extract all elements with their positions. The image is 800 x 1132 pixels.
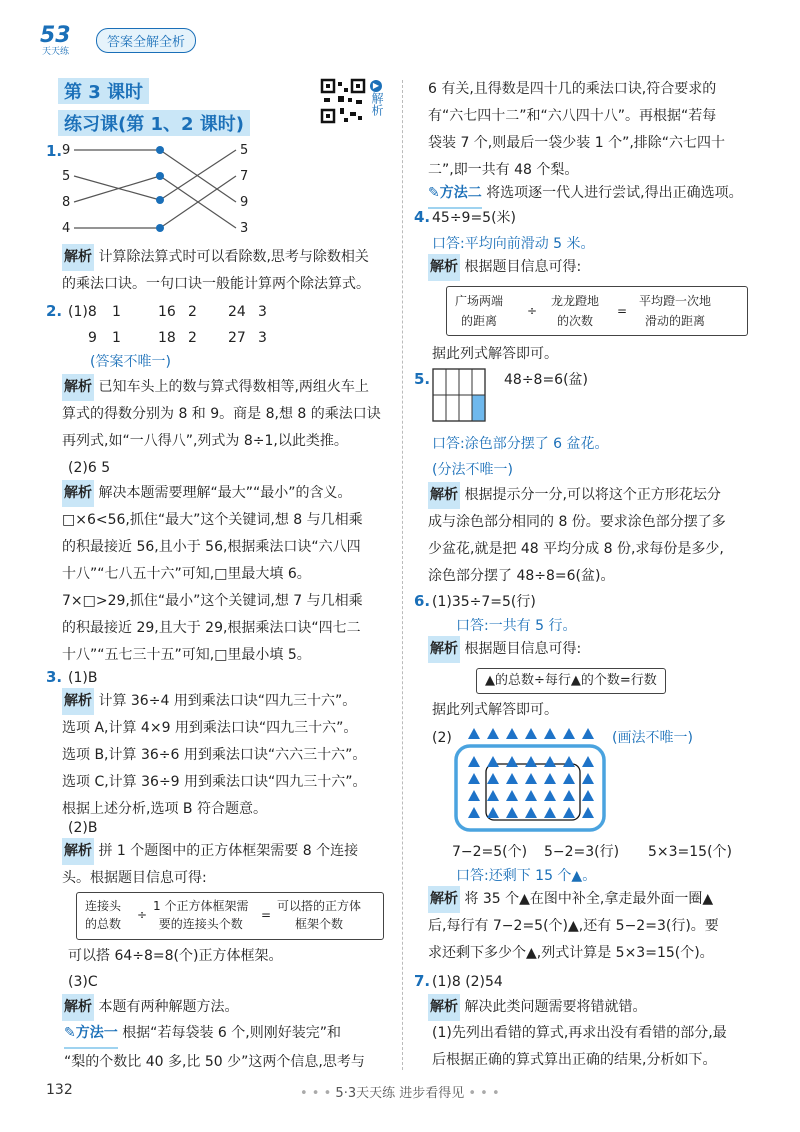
triangle-mark: [506, 773, 518, 784]
triangle-mark: [544, 728, 556, 739]
q6-answer2: 口答:还剩下 15 个▲。: [456, 868, 597, 884]
analysis-label: 解析: [62, 994, 94, 1021]
triangle-mark: [544, 807, 556, 818]
q3-part1: (1)B: [68, 670, 98, 686]
q6-formula-box: ▲的总数÷每行▲的个数=行数: [476, 668, 666, 694]
q6-drawing-note: (画法不唯一): [612, 730, 693, 746]
triangle-mark: [525, 807, 537, 818]
q2-number: 2.: [46, 302, 63, 320]
triangle-mark: [582, 756, 594, 767]
analysis-label: 解析: [62, 374, 94, 401]
triangle-mark: [506, 807, 518, 818]
q4-formula-box: 广场两端 的距离 ÷ 龙龙蹬地 的次数 = 平均蹬一次地 滑动的距离: [446, 286, 748, 336]
analysis-label: 解析: [428, 636, 460, 663]
pencil-icon: ✎: [64, 1025, 76, 1041]
analysis-label: 解析: [62, 688, 94, 715]
triangle-mark: [525, 773, 537, 784]
triangle-mark: [487, 807, 499, 818]
triangle-mark: [506, 790, 518, 801]
triangle-mark: [563, 728, 575, 739]
pencil-icon: ✎: [428, 185, 440, 201]
triangle-mark: [468, 756, 480, 767]
q1-right-num: 3: [240, 221, 249, 236]
triangle-mark: [487, 790, 499, 801]
play-icon: ▶: [370, 80, 382, 92]
q1-right-num: 5: [240, 143, 249, 158]
q3-analysis2: 解析 拼 1 个题图中的正方体框架需要 8 个连接 头。根据题目信息可得:: [62, 838, 402, 892]
triangle-mark: [582, 728, 594, 739]
footer-slogan: • • • 5·3天天练 进步看得见 • • •: [300, 1086, 500, 1101]
triangle-mark: [544, 790, 556, 801]
q6-analysis2: 解析 将 35 个▲在图中补全,拿走最外面一圈▲ 后,每行有 7−2=5(个)▲,还有 5−2=3(行)。要 求还剩下多少个▲,列式计算是 5×3=15(个)。: [428, 886, 778, 967]
q1-right-num: 9: [240, 195, 249, 210]
svg-text:53: 53: [40, 23, 71, 48]
lesson-title: 第 3 课时: [58, 78, 149, 104]
triangle-mark: [544, 756, 556, 767]
q6-equation: (1)35÷7=5(行): [432, 594, 536, 610]
q6-number: 6.: [414, 592, 431, 610]
q5-flowerbed-grid: [432, 368, 488, 424]
triangle-mark: [506, 728, 518, 739]
analysis-label: 解析: [62, 480, 94, 507]
analysis-label: 解析: [62, 838, 94, 865]
q7-detail: (1)先列出看错的算式,再求出没有看错的部分,最 后根据正确的算式算出正确的结果,分析如下。: [432, 1025, 727, 1068]
q6-analysis: 解析 根据题目信息可得:: [428, 636, 581, 663]
q3-result2: 可以搭 64÷8=8(个)正方体框架。: [68, 948, 283, 964]
analysis-label: 解析: [428, 994, 460, 1021]
triangle-mark: [468, 790, 480, 801]
q5-number: 5.: [414, 370, 431, 388]
q6-eqs: 7−2=5(个) 5−2=3(行) 5×3=15(个): [452, 844, 733, 860]
triangle-mark: [563, 756, 575, 767]
qr-code[interactable]: [320, 78, 366, 124]
analysis-label: 解析: [62, 244, 94, 271]
q1-left-num: 5: [62, 169, 71, 184]
page-number: 132: [46, 1082, 73, 1098]
triangle-mark: [544, 773, 556, 784]
brand-logo: [36, 18, 92, 58]
triangle-mark: [487, 773, 499, 784]
q1-analysis: 解析 计算除法算式时可以看除数,思考与除数相关 的乘法口诀。一句口诀一般能计算两个除法算式。: [62, 244, 392, 298]
q4-analysis: 解析 根据题目信息可得:: [428, 254, 581, 281]
q2-analysis2: 解析 解决本题需要理解“最大”“最小”的含义。 □×6<56,抓住“最大”这个关键词,想 8 与几相乘 的积最接近 56,且小于 56,根据乘法口诀“六八四 十八”“七八五十六”可知,□里最大填 6。 7×□>29,抓住“最小”这个关键词,想 7 与几相乘 的积最接近 29,且大于 29,根据乘法口诀“四七二 十八”“五七三十五”可知,□里最小填 5。: [62, 480, 402, 669]
q4-after: 据此列式解答即可。: [432, 346, 558, 362]
method-two-label: ✎方法二: [428, 180, 482, 209]
q5-note: (分法不唯一): [432, 462, 513, 478]
lesson-title-block: [58, 78, 149, 104]
analysis-label: 解析: [428, 886, 460, 913]
triangle-mark: [582, 773, 594, 784]
triangle-mark: [582, 807, 594, 818]
q2-row1: (1)8 1 16 2 24 3: [68, 304, 267, 320]
q3-part3: (3)C: [68, 974, 98, 990]
q7-answer: (1)8 (2)54: [432, 974, 503, 990]
header-tag: 答案全解全析: [96, 28, 196, 53]
q1-number: 1.: [46, 142, 63, 160]
q1-left-num: 8: [62, 195, 71, 210]
column-divider: [402, 80, 403, 1070]
analysis-label: 解析: [428, 482, 460, 509]
q1-matching-diagram: [60, 138, 280, 238]
q6-triangle-drawing: [452, 726, 612, 834]
triangle-mark: [468, 773, 480, 784]
q4-answer: 口答:平均向前滑动 5 米。: [432, 236, 595, 252]
method2: ✎方法二 将选项逐一代人进行尝试,得出正确选项。: [428, 180, 778, 209]
q6-answer: 口答:一共有 5 行。: [456, 618, 577, 634]
triangle-mark: [525, 728, 537, 739]
svg-text:天天练: 天天练: [42, 47, 70, 57]
q1-left-num: 4: [62, 221, 71, 236]
triangle-mark: [468, 728, 480, 739]
q7-analysis: 解析 解决此类问题需要将错就错。: [428, 994, 646, 1021]
triangle-mark: [487, 756, 499, 767]
q5-answer: 口答:涂色部分摆了 6 盆花。: [432, 436, 609, 452]
triangle-mark: [525, 756, 537, 767]
q2-note: (答案不唯一): [90, 354, 171, 370]
q3-formula-box: 连接头 的总数 ÷ 1 个正方体框架需 要的连接头个数 = 可以搭的正方体 框架个数: [76, 892, 384, 940]
triangle-mark: [582, 790, 594, 801]
q1-left-num: 9: [62, 143, 71, 158]
method1-continued: 6 有关,且得数是四十几的乘法口诀,符合要求的 有“六七四十二”和“六八四十八”。再根据“若每 袋装 7 个,则最后一袋少装 1 个”,排除“六七四十 二”,即一共有 48 个梨。: [428, 81, 726, 178]
qr-label: ▶ 解析: [370, 81, 384, 116]
q4-equation: 45÷9=5(米): [432, 210, 517, 226]
method-one-label: ✎方法一: [64, 1020, 118, 1049]
q5-analysis: 解析 根据提示分一分,可以将这个正方形花坛分 成与涂色部分相同的 8 份。要求涂色部分摆了多 少盆花,就是把 48 平均分成 8 份,求每份是多少, 涂色部分摆了 48÷8=6(盆)。: [428, 482, 768, 590]
lesson-subtitle: 练习课(第 1、2 课时): [58, 110, 250, 136]
q4-number: 4.: [414, 208, 431, 226]
triangle-mark: [487, 728, 499, 739]
q3-number: 3.: [46, 668, 63, 686]
header: [36, 18, 236, 58]
q6-after: 据此列式解答即可。: [432, 702, 558, 718]
q2-analysis1: 解析 已知车头上的数与算式得数相等,两组火车上 算式的得数分别为 8 和 9。商是 8,想 8 的乘法口诀 再列式,如“一八得八”,列式为 8÷1,以此类推。: [62, 374, 402, 455]
q7-number: 7.: [414, 972, 431, 990]
triangle-mark: [563, 790, 575, 801]
q3-method1: ✎方法一 根据“若每袋装 6 个,则刚好装完”和 “梨的个数比 40 多,比 50 少”这两个信息,思考与: [64, 1020, 404, 1076]
q2-row2: 9 1 18 2 27 3: [88, 330, 267, 346]
triangle-mark: [525, 790, 537, 801]
triangle-mark: [468, 807, 480, 818]
q6-part2: (2): [432, 730, 452, 746]
triangle-mark: [563, 773, 575, 784]
q3-analysis1: 解析 计算 36÷4 用到乘法口诀“四九三十六”。 选项 A,计算 4×9 用到乘法口诀“四九三十六”。 选项 B,计算 36÷6 用到乘法口诀“六六三十六”。 选项 C,计算 36÷9 用到乘法口诀“四九三十六”。 根据上述分析,选项 B 符合题意。: [62, 688, 402, 823]
q3-part2: (2)B: [68, 820, 98, 836]
q3-analysis3: 解析 本题有两种解题方法。: [62, 994, 402, 1021]
triangle-mark: [506, 756, 518, 767]
triangle-mark: [563, 807, 575, 818]
q5-equation: 48÷8=6(盆): [504, 372, 589, 388]
q1-right-num: 7: [240, 169, 249, 184]
analysis-label: 解析: [428, 254, 460, 281]
q2-part2: (2)6 5: [68, 460, 111, 476]
